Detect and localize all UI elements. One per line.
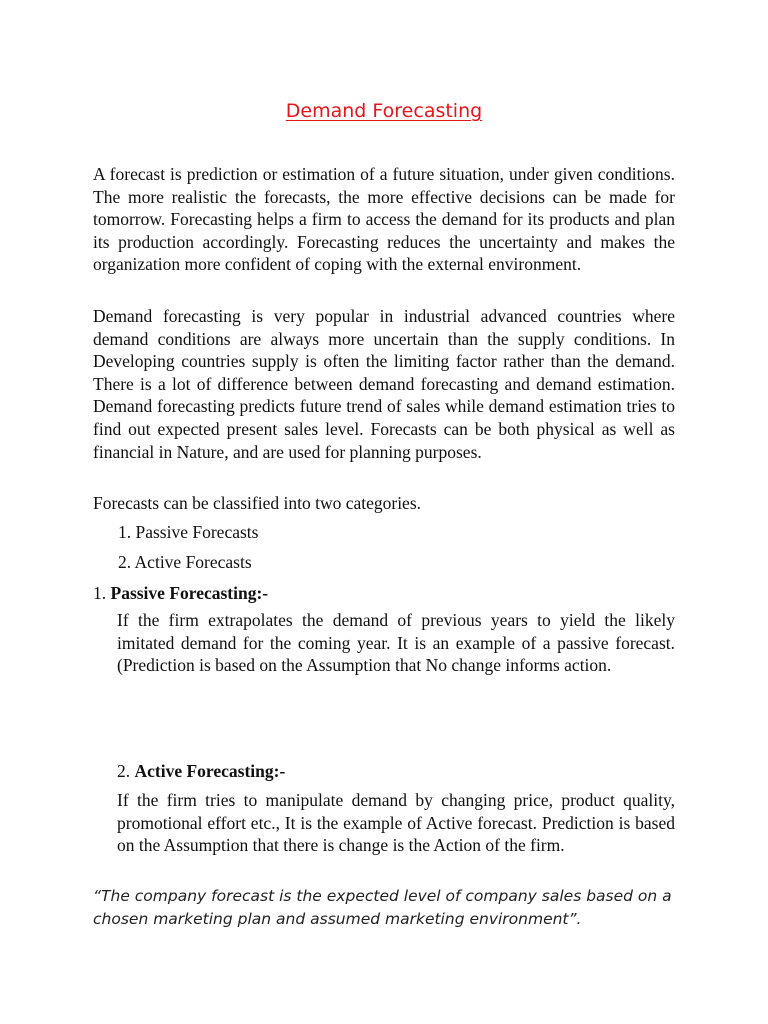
list-item-label: Active Forecasts xyxy=(134,552,252,572)
section-heading-text: Active Forecasting:- xyxy=(134,761,286,781)
list-item-label: Passive Forecasts xyxy=(135,522,259,542)
second-paragraph: Demand forecasting is very popular in industrial advanced countries where demand conditions are always more uncertain than the supply conditions. In Developing countries supply is often the limiting factor rather than the demand. There is a lot of difference between demand forecasting and demand estimation. Demand forecasting predicts future trend of sales while demand estimation tries to find out expected present sales level. Forecasts can be both physical as well as financial in Nature, and are used for planning purposes. xyxy=(93,306,675,462)
section-number: 2. xyxy=(117,761,131,781)
list-item xyxy=(118,521,258,543)
section-heading-active xyxy=(117,759,285,783)
section-heading-text: Passive Forecasting:- xyxy=(110,583,269,603)
intro-paragraph: A forecast is prediction or estimation of a future situation, under given conditions. The more realistic the forecasts, the more effective decisions can be made for tomorrow. Forecasting helps a firm to access the demand for its products and plan its production accordingly. Forecasting reduces the uncertainty and makes the organization more confident of coping with the external environment. xyxy=(93,164,675,275)
section-heading-passive xyxy=(93,581,268,605)
page-title: Demand Forecasting xyxy=(285,100,483,122)
closing-quote: “The company forecast is the expected level of company sales based on a chosen marketing plan and assumed marketing environment”. xyxy=(93,887,672,928)
section-body-passive: If the firm extrapolates the demand of previous years to yield the likely imitated demand for the coming year. It is an example of a passive forecast. (Prediction is based on the Assumption that No change informs action. xyxy=(117,610,675,676)
section-body-active: If the firm tries to manipulate demand by changing price, product quality, promotional effort etc., It is the example of Active forecast. Prediction is based on the Assumption that there is change is the Action of the firm. xyxy=(117,790,675,856)
categories-intro: Forecasts can be classified into two categories. xyxy=(93,493,422,513)
list-item xyxy=(118,551,252,573)
list-item-number: 1. xyxy=(118,522,132,542)
list-item-number: 2. xyxy=(118,552,132,572)
section-number: 1. xyxy=(93,583,107,603)
